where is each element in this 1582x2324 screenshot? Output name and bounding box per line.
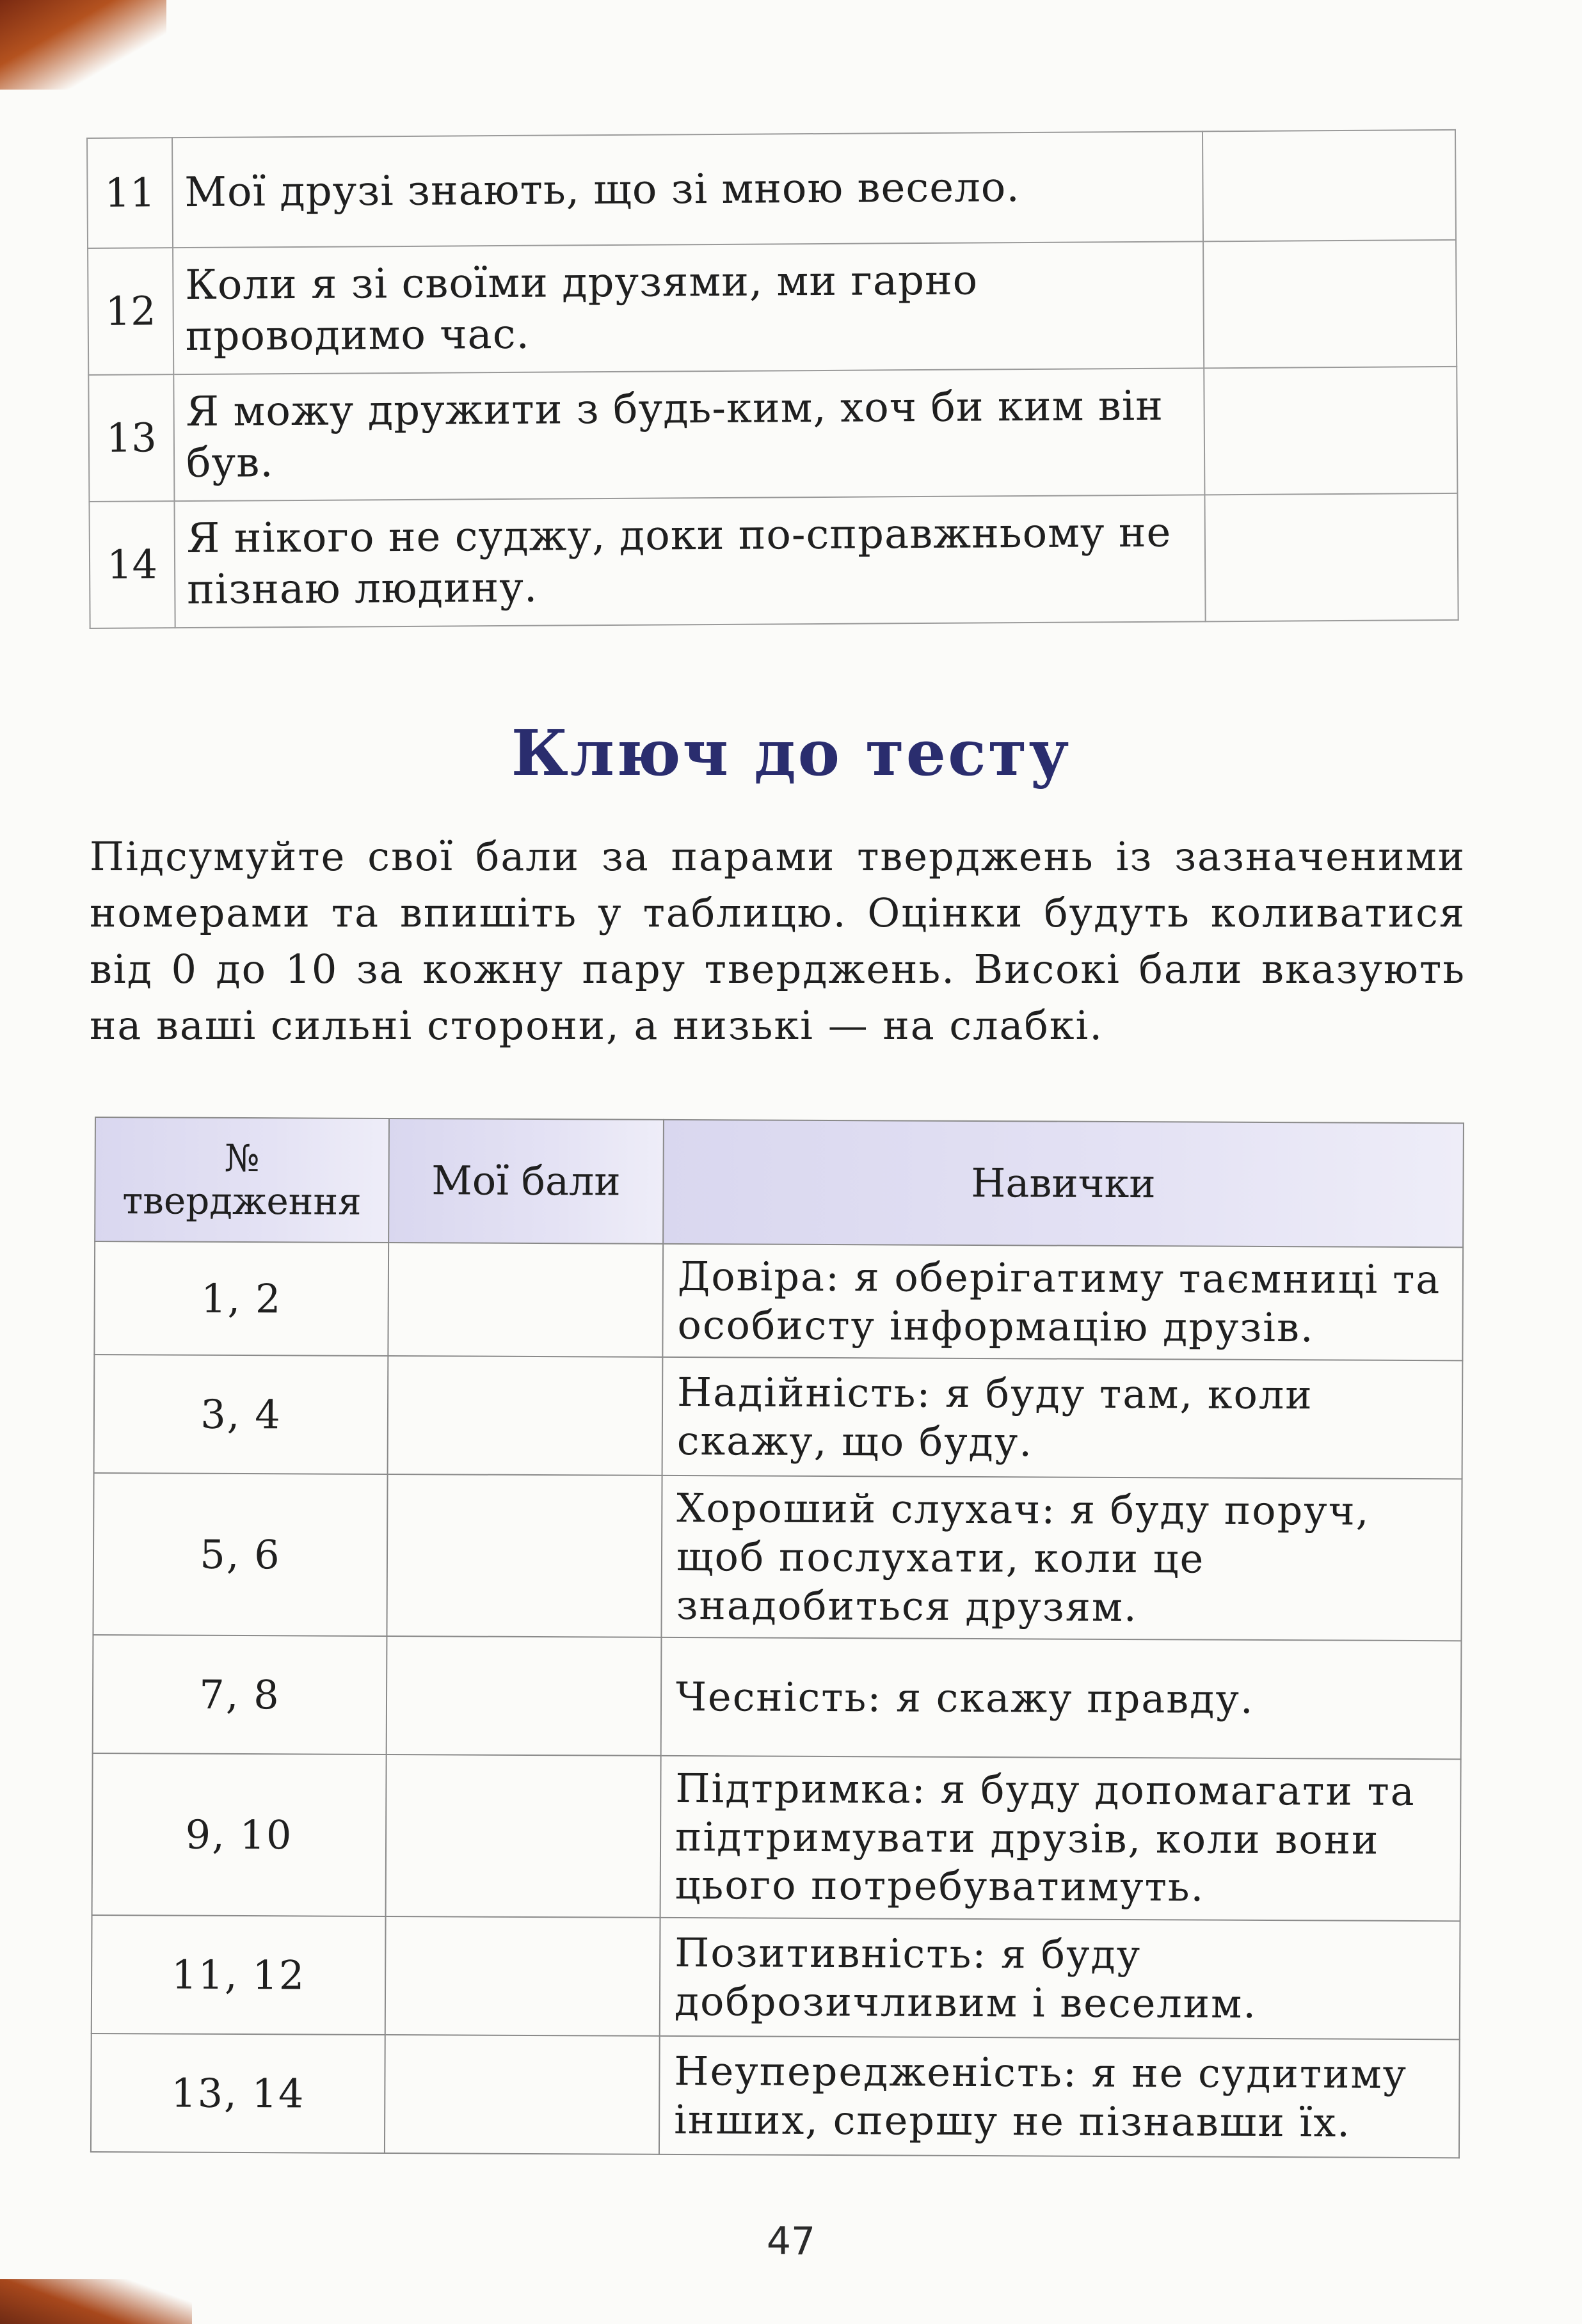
statement-pair: 13, 14 bbox=[91, 2034, 385, 2153]
score-cell[interactable] bbox=[387, 1636, 662, 1756]
statement-text: Мої друзі знають, що зі мною весело. bbox=[172, 131, 1203, 248]
score-cell[interactable] bbox=[386, 1755, 661, 1918]
statement-pair: 7, 8 bbox=[93, 1635, 387, 1755]
table-row bbox=[92, 1915, 1460, 2039]
page-number: 47 bbox=[766, 2219, 816, 2264]
statement-pair: 9, 10 bbox=[92, 1753, 387, 1916]
header-statement-number bbox=[95, 1117, 389, 1243]
skill-description: Підтримка: я буду допомагати та підтримувати друзів, коли вони цього потребуватимуть. bbox=[660, 1756, 1461, 1921]
table-row bbox=[94, 1355, 1463, 1479]
answer-cell[interactable] bbox=[1204, 367, 1458, 495]
score-cell[interactable] bbox=[385, 2035, 660, 2154]
header-my-score: Мої бали bbox=[388, 1118, 664, 1244]
statement-number: 13 bbox=[88, 374, 174, 502]
statement-number: 14 bbox=[89, 501, 175, 628]
table-row bbox=[93, 1635, 1462, 1759]
statements-table bbox=[86, 129, 1459, 629]
test-key-table bbox=[90, 1117, 1464, 2158]
statement-text: Коли я зі своїми друзями, ми гарно проводимо час. bbox=[173, 241, 1204, 374]
table-row bbox=[89, 493, 1458, 628]
table-header-row bbox=[95, 1117, 1464, 1247]
header-statement-label: твердження bbox=[122, 1179, 362, 1223]
header-skills: Навички bbox=[663, 1120, 1464, 1247]
score-cell[interactable] bbox=[385, 1916, 660, 2036]
score-cell[interactable] bbox=[387, 1474, 662, 1637]
skill-description: Неупередженість: я не судитиму інших, спершу не пізнавши їх. bbox=[659, 2036, 1460, 2158]
score-cell[interactable] bbox=[388, 1356, 663, 1476]
statement-pair: 11, 12 bbox=[92, 1915, 386, 2035]
skill-description: Надійність: я буду там, коли скажу, що буду. bbox=[662, 1357, 1463, 1479]
statement-text: Я нікого не суджу, доки по-справжньому не пізнаю людину. bbox=[174, 495, 1205, 628]
table-row bbox=[88, 240, 1457, 375]
table-row bbox=[87, 130, 1456, 248]
page-corner-decoration-bottom bbox=[0, 2279, 192, 2324]
table-row bbox=[94, 1241, 1463, 1361]
statement-pair: 3, 4 bbox=[94, 1355, 388, 1474]
answer-cell[interactable] bbox=[1204, 493, 1458, 621]
statement-pair: 1, 2 bbox=[94, 1241, 388, 1356]
statement-text: Я можу дружити з будь-ким, хоч би ким він був. bbox=[173, 368, 1204, 501]
instructions-paragraph: Підсумуйте свої бали за парами тверджень із зазначеними номерами та впишіть у таблицю. Оцінки будуть коливатися від 0 до 10 за кожну пару тверджень. Високі бали вказують на ваші сильні сторони, а низькі — на слабкі. bbox=[90, 833, 1466, 1049]
skill-description: Позитивність: я буду доброзичливим і веселим. bbox=[660, 1918, 1460, 2039]
table-row bbox=[91, 2034, 1460, 2158]
answer-cell[interactable] bbox=[1203, 240, 1457, 368]
statement-number: 12 bbox=[88, 248, 173, 375]
table-row bbox=[88, 367, 1457, 502]
score-cell[interactable] bbox=[388, 1243, 663, 1357]
skill-description: Хороший слухач: я буду поруч, щоб послухати, коли це знадобиться друзям. bbox=[661, 1476, 1462, 1641]
answer-cell[interactable] bbox=[1202, 130, 1456, 241]
table-row bbox=[93, 1473, 1462, 1641]
statement-pair: 5, 6 bbox=[93, 1473, 387, 1636]
statement-number: 11 bbox=[87, 138, 173, 248]
page-corner-decoration bbox=[0, 0, 166, 90]
skill-description: Чесність: я скажу правду. bbox=[661, 1637, 1462, 1759]
number-sign: № bbox=[224, 1136, 260, 1181]
table-row bbox=[92, 1753, 1461, 1921]
skill-description: Довіра: я оберігатиму таємниці та особисту інформацію друзів. bbox=[662, 1244, 1463, 1361]
section-title: Ключ до тесту bbox=[511, 717, 1071, 790]
